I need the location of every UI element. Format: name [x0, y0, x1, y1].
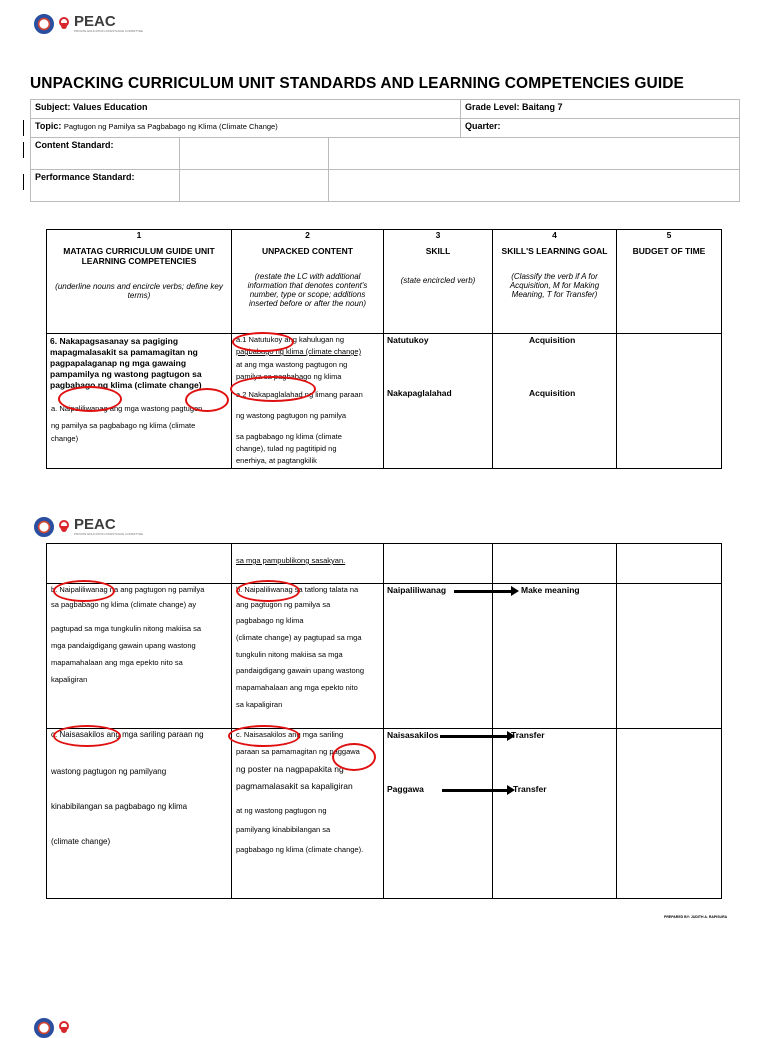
lc-line: pagtupad sa mga tungkulin nitong makiisa sa — [51, 624, 202, 633]
logo-text: PEAC — [74, 516, 116, 533]
logo-subtext: PRIVATE EDUCATION ASSISTANCE COMMITTEE — [74, 532, 143, 536]
performance-standard-label: Performance Standard: — [31, 170, 180, 202]
row4-competency — [47, 729, 232, 899]
skill-text: Naipaliliwanag — [387, 585, 447, 595]
content-standard-value — [329, 138, 740, 170]
uc-line: paraan sa pamamagitan ng paggawa — [236, 747, 360, 756]
row3-skill — [384, 584, 493, 729]
uc-line: sa kapaligiran — [236, 700, 283, 709]
peac-mark-icon — [58, 17, 70, 31]
uc-line: ng wastong pagtugon ng pamilya — [236, 411, 347, 420]
col-note: (Classify the verb if A for Acquisition, M for Making Meaning, T for Transfer) — [509, 272, 600, 299]
col-header: SKILL — [425, 246, 451, 256]
margin-mark — [23, 174, 24, 190]
row4-unpacked — [232, 729, 384, 899]
header-col-3 — [384, 230, 493, 334]
uc-line: (climate change) ay pagtupad sa mga — [236, 633, 362, 642]
verb-circle — [236, 580, 300, 602]
deped-seal-icon — [34, 517, 54, 537]
competencies-table — [46, 229, 722, 469]
row3-unpacked — [232, 584, 384, 729]
topic-label: Topic: — [35, 121, 62, 131]
lc-line: wastong pagtugon ng pamilyang — [51, 767, 167, 776]
uc-line: a.1 Natutukoy ang kahulugan ng — [236, 335, 344, 344]
col-header: BUDGET OF TIME — [632, 246, 706, 256]
content-standard-label: Content Standard: — [31, 138, 180, 170]
row3-goal — [493, 584, 617, 729]
lc-main: 6. Nakapagsasanay sa pagiging mapagmalasakit sa pamamagitan ng pagpapalaganap ng mga gawaing pampamilya ng wastong pagtugon sa pagbabago ng klima (climate change) — [50, 336, 202, 390]
skill-text: Nakapaglalahad — [387, 388, 452, 398]
goal-text: Acquisition — [529, 335, 576, 345]
uc-line: ng poster na nagpapakita ng — [236, 764, 344, 774]
uc-line: tungkulin nitong makiisa sa mga — [236, 650, 343, 659]
row2-competency — [47, 544, 232, 584]
logo-text: PEAC — [74, 13, 116, 30]
goal-text: Acquisition — [529, 388, 576, 398]
header-col-4 — [493, 230, 617, 334]
margin-mark — [23, 120, 24, 136]
col-number: 3 — [435, 230, 441, 240]
uc-line: pagbabago ng klima (climate change). — [236, 845, 364, 854]
uc-line: ang pagtugon ng pamilya sa — [236, 600, 331, 609]
peac-logo-page3 — [34, 1018, 70, 1038]
lc-line: mga pandaigdigang gawain upang wastong — [51, 641, 196, 650]
verb-circle — [53, 580, 115, 602]
skill-text: Naisasakilos — [387, 730, 439, 740]
row1-budget — [617, 334, 722, 469]
header-col-2 — [232, 230, 384, 334]
row1-competency — [47, 334, 232, 469]
quarter-cell: Quarter: — [461, 119, 740, 138]
col-number: 1 — [136, 230, 142, 240]
logo-subtext: PRIVATE EDUCATION ASSISTANCE COMMITTEE — [74, 29, 143, 33]
goal-text: Transfer — [513, 784, 547, 794]
col-note: (state encircled verb) — [400, 276, 476, 285]
row2-skill — [384, 544, 493, 584]
prepared-by: PREPARED BY: JUDITH A. RAPISURA — [664, 915, 728, 919]
verb-circle — [53, 725, 121, 747]
row3-competency — [47, 584, 232, 729]
uc-line: pagmamalasakit sa kapaligiran — [236, 781, 353, 791]
peac-mark-icon — [58, 1021, 70, 1035]
uc-line: pandaigdigang gawain upang wastong — [236, 666, 365, 675]
col-header: SKILL'S LEARNING GOAL — [501, 246, 608, 256]
peac-logo — [34, 14, 143, 34]
col-number: 5 — [666, 230, 672, 240]
verb-circle — [185, 388, 229, 412]
info-table — [30, 99, 740, 202]
col-note: (restate the LC with additional information that denotes content's number, type or scope; additions inserted before or after the noun) — [247, 272, 368, 308]
lc-line: kinabibilangan sa pagbabago ng klima — [51, 802, 188, 811]
verb-circle — [232, 332, 294, 352]
goal-text: Make meaning — [521, 585, 580, 595]
deped-seal-icon — [34, 1018, 54, 1038]
verb-circle — [228, 725, 300, 747]
row2-budget — [617, 544, 722, 584]
col-note: (underline nouns and encircle verbs; define key terms) — [55, 282, 223, 300]
verb-circle — [230, 376, 316, 402]
peac-mark-icon — [58, 520, 70, 534]
subject-cell: Subject: Values Education — [31, 100, 461, 119]
uc-line: sa pagbabago ng klima (climate — [236, 432, 342, 441]
col-number: 4 — [552, 230, 557, 240]
col-number: 2 — [305, 230, 310, 240]
topic-value: Pagtugon ng Pamilya sa Pagbabago ng Klima (Climate Change) — [63, 122, 278, 131]
uc-line: pamilyang kinabibilangan sa — [236, 825, 331, 834]
verb-circle — [58, 386, 122, 412]
performance-standard-blank — [180, 170, 329, 202]
performance-standard-value — [329, 170, 740, 202]
uc-line: change), tulad ng pagtitipid ng — [236, 444, 337, 453]
lc-line: change) — [51, 434, 79, 443]
lc-line: sa pagbabago ng klima (climate change) ay — [51, 600, 197, 609]
topic-cell — [31, 119, 461, 138]
lc-line: ng pamilya sa pagbabago ng klima (climate — [51, 421, 196, 430]
grade-cell: Grade Level: Baitang 7 — [461, 100, 740, 119]
uc-line: pamilya sa pagbabago ng klima — [236, 372, 342, 381]
row4-budget — [617, 729, 722, 899]
deped-seal-icon — [34, 14, 54, 34]
uc-line: b. Naipaliliwanag sa tatlong talata na — [236, 585, 359, 594]
row4-goal — [493, 729, 617, 899]
uc-line: sa mga pampublikong sasakyan. — [236, 556, 346, 565]
lc-line: c. Naisasakilos ang mga sariling paraan ng — [51, 730, 204, 739]
row1-unpacked — [232, 334, 384, 469]
uc-line: c. Naisasakilos ang mga sariling — [236, 730, 344, 739]
margin-mark — [23, 142, 24, 158]
lc-line: a. Naipaliliwanag ang mga wastong pagtugon — [51, 404, 203, 413]
uc-line: at ng wastong pagtugon ng — [236, 806, 327, 815]
row4-skill — [384, 729, 493, 899]
uc-line: a.2 Nakapaglalahad ng limang paraan — [236, 390, 363, 399]
lc-line: kapaligiran — [51, 675, 88, 684]
col-header: MATATAG CURRICULUM GUIDE UNIT LEARNING COMPETENCIES — [63, 246, 215, 266]
content-standard-blank — [180, 138, 329, 170]
lc-line: (climate change) — [51, 837, 111, 846]
lc-line: b. Naipaliliwanag na ang pagtugon ng pamilya — [51, 585, 205, 594]
uc-line: pagbabago ng klima — [236, 616, 304, 625]
page-title: UNPACKING CURRICULUM UNIT STANDARDS AND LEARNING COMPETENCIES GUIDE — [30, 75, 684, 92]
header-col-1 — [47, 230, 232, 334]
header-col-5 — [617, 230, 722, 334]
row1-goal — [493, 334, 617, 469]
row1-skill — [384, 334, 493, 469]
verb-circle — [332, 743, 376, 771]
uc-line: at ang mga wastong pagtugon ng — [236, 360, 348, 369]
uc-line: mapamahalaan ang mga epekto nito — [236, 683, 358, 692]
competencies-table-continued — [46, 543, 722, 899]
peac-logo-page2 — [34, 517, 143, 537]
row3-budget — [617, 584, 722, 729]
lc-line: mapamahalaan ang mga epekto nito sa — [51, 658, 183, 667]
row2-unpacked — [232, 544, 384, 584]
skill-text: Paggawa — [387, 784, 424, 794]
uc-line: enerhiya, at pagtangkilik — [236, 456, 317, 465]
skill-text: Natutukoy — [387, 335, 429, 345]
goal-text: Transfer — [511, 730, 545, 740]
row2-goal — [493, 544, 617, 584]
uc-line: pagbabago ng klima (climate change) — [236, 347, 362, 356]
col-header: UNPACKED CONTENT — [262, 246, 353, 256]
